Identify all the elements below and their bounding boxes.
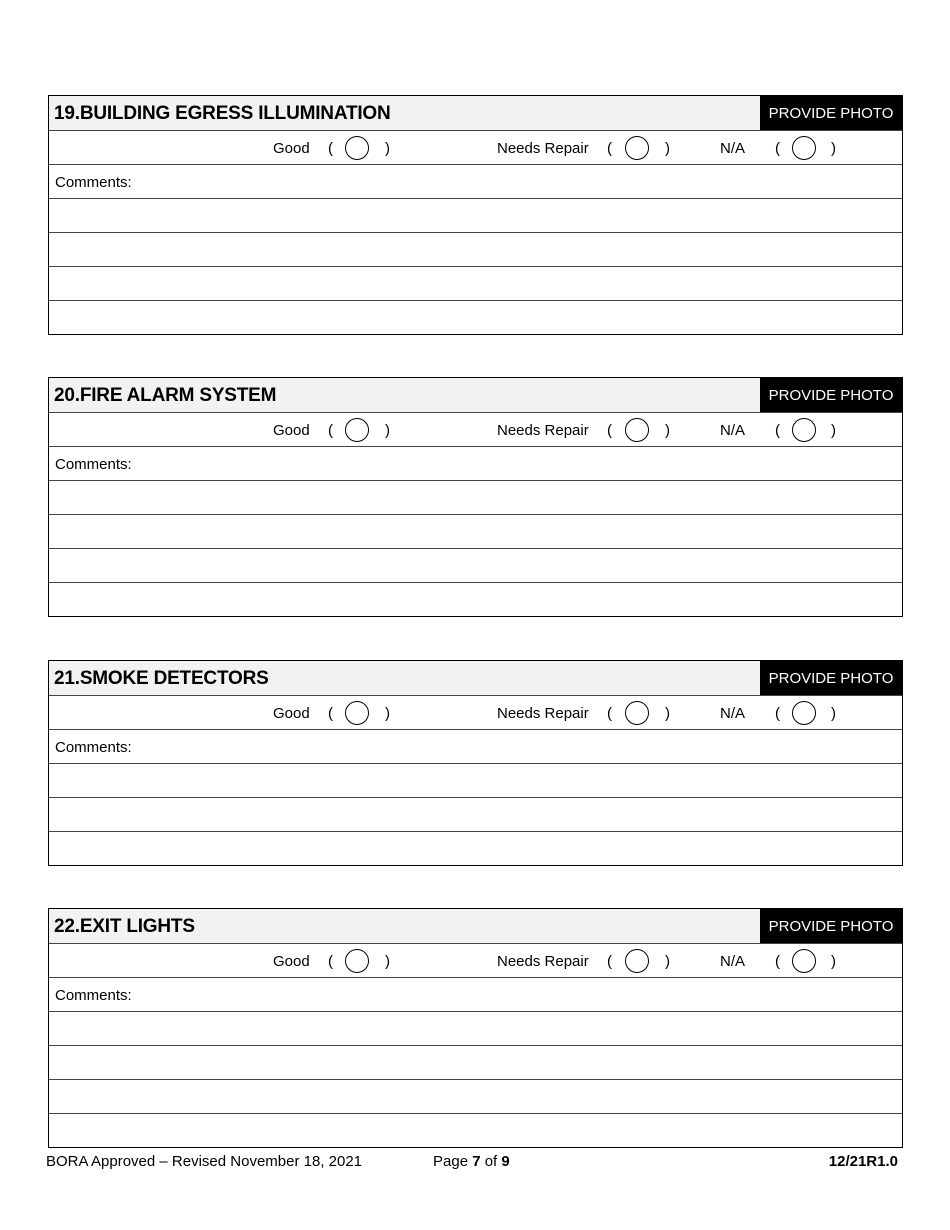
rating-row	[49, 130, 902, 164]
paren-close: )	[831, 140, 836, 157]
footer-doc-code: 12/21R1.0	[828, 1153, 898, 1170]
paren-close: )	[831, 705, 836, 722]
good-label: Good	[273, 140, 310, 157]
provide-photo-button[interactable]: PROVIDE PHOTO	[760, 661, 902, 695]
comments-row[interactable]	[49, 446, 902, 480]
comment-line[interactable]	[49, 1011, 902, 1045]
comments-label: Comments:	[55, 456, 132, 473]
needs-repair-label: Needs Repair	[497, 705, 589, 722]
comment-line[interactable]	[49, 480, 902, 514]
section-header	[49, 378, 902, 412]
paren-close: )	[665, 422, 670, 439]
provide-photo-button[interactable]: PROVIDE PHOTO	[760, 378, 902, 412]
na-label: N/A	[720, 140, 746, 157]
comment-line[interactable]	[49, 1045, 902, 1079]
needs-repair-label: Needs Repair	[497, 953, 589, 970]
comment-line[interactable]	[49, 514, 902, 548]
inspection-section	[48, 908, 903, 1148]
good-label: Good	[273, 422, 310, 439]
footer-revision: BORA Approved – Revised November 18, 2021	[46, 1153, 363, 1170]
inspection-section	[48, 377, 903, 617]
section-title: 20.FIRE ALARM SYSTEM	[54, 385, 277, 406]
rating-row	[49, 695, 902, 729]
needs-repair-radio[interactable]	[625, 949, 649, 973]
comments-row[interactable]	[49, 977, 902, 1011]
comments-label: Comments:	[55, 174, 132, 191]
paren-open: (	[775, 422, 780, 439]
paren-open: (	[775, 140, 780, 157]
good-label: Good	[273, 953, 310, 970]
comment-line[interactable]	[49, 300, 902, 334]
section-title: 19.BUILDING EGRESS ILLUMINATION	[54, 103, 391, 124]
paren-open: (	[607, 422, 612, 439]
paren-open: (	[328, 140, 333, 157]
page-of: of	[480, 1153, 502, 1170]
provide-photo-button[interactable]: PROVIDE PHOTO	[760, 909, 902, 943]
comments-row[interactable]	[49, 164, 902, 198]
needs-repair-label: Needs Repair	[497, 422, 589, 439]
good-radio[interactable]	[345, 949, 369, 973]
comment-line[interactable]	[49, 763, 902, 797]
comments-label: Comments:	[55, 987, 132, 1004]
paren-close: )	[385, 140, 390, 157]
comments-row[interactable]	[49, 729, 902, 763]
paren-close: )	[831, 953, 836, 970]
paren-close: )	[831, 422, 836, 439]
paren-close: )	[385, 705, 390, 722]
needs-repair-radio[interactable]	[625, 701, 649, 725]
section-header	[49, 909, 902, 943]
rating-row	[49, 943, 902, 977]
comment-line[interactable]	[49, 1113, 902, 1147]
na-radio[interactable]	[792, 136, 816, 160]
section-title: 22.EXIT LIGHTS	[54, 916, 195, 937]
paren-open: (	[775, 953, 780, 970]
good-label: Good	[273, 705, 310, 722]
comment-line[interactable]	[49, 1079, 902, 1113]
section-title: 21.SMOKE DETECTORS	[54, 668, 269, 689]
paren-close: )	[385, 422, 390, 439]
na-radio[interactable]	[792, 418, 816, 442]
inspection-section	[48, 95, 903, 335]
paren-close: )	[665, 140, 670, 157]
paren-open: (	[328, 422, 333, 439]
page-current: 7	[472, 1153, 481, 1170]
comment-line[interactable]	[49, 232, 902, 266]
comment-line[interactable]	[49, 797, 902, 831]
provide-photo-button[interactable]: PROVIDE PHOTO	[760, 96, 902, 130]
na-radio[interactable]	[792, 701, 816, 725]
needs-repair-radio[interactable]	[625, 136, 649, 160]
good-radio[interactable]	[345, 418, 369, 442]
footer-page-number	[433, 1153, 510, 1170]
good-radio[interactable]	[345, 701, 369, 725]
needs-repair-radio[interactable]	[625, 418, 649, 442]
comment-line[interactable]	[49, 831, 902, 865]
paren-close: )	[385, 953, 390, 970]
paren-close: )	[665, 953, 670, 970]
needs-repair-label: Needs Repair	[497, 140, 589, 157]
paren-open: (	[328, 953, 333, 970]
paren-open: (	[328, 705, 333, 722]
page-total: 9	[501, 1153, 510, 1170]
na-label: N/A	[720, 953, 746, 970]
paren-open: (	[607, 140, 612, 157]
paren-open: (	[607, 705, 612, 722]
comment-line[interactable]	[49, 266, 902, 300]
comment-line[interactable]	[49, 582, 902, 616]
page-prefix: Page	[433, 1153, 473, 1170]
comment-line[interactable]	[49, 198, 902, 232]
comment-line[interactable]	[49, 548, 902, 582]
comments-label: Comments:	[55, 739, 132, 756]
paren-close: )	[665, 705, 670, 722]
section-header	[49, 96, 902, 130]
section-header	[49, 661, 902, 695]
na-radio[interactable]	[792, 949, 816, 973]
paren-open: (	[775, 705, 780, 722]
rating-row	[49, 412, 902, 446]
inspection-section	[48, 660, 903, 866]
na-label: N/A	[720, 705, 746, 722]
good-radio[interactable]	[345, 136, 369, 160]
paren-open: (	[607, 953, 612, 970]
na-label: N/A	[720, 422, 746, 439]
